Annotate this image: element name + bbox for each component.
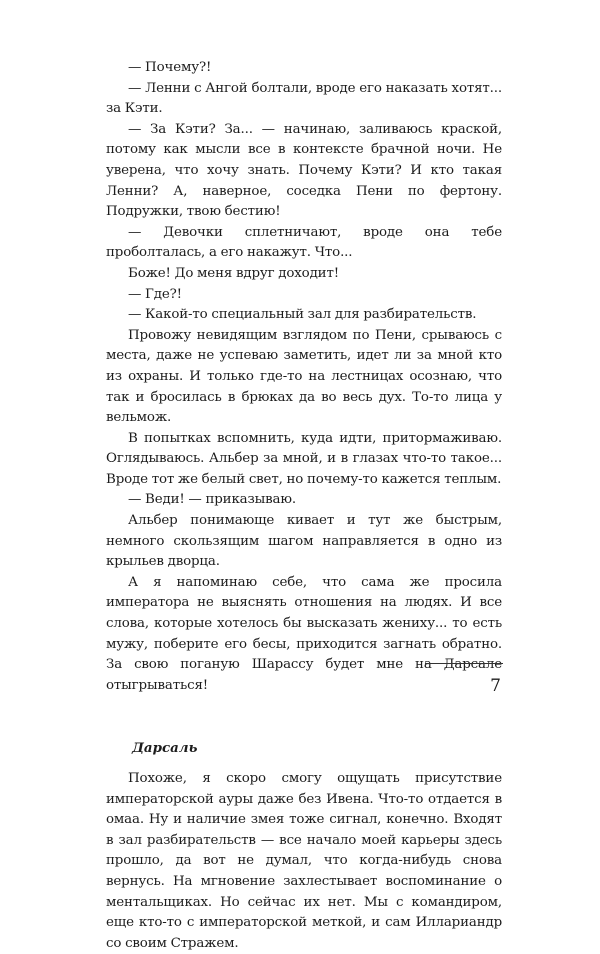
paragraph-10: — Веди! — приказываю.	[128, 492, 296, 508]
section-title: Дарсаль	[132, 740, 198, 757]
paragraph-2: — Ленни с Ангой болтали, вроде его наказать хотят... за Кэти.	[106, 80, 502, 117]
paragraph-9: В попытках вспомнить, куда идти, притормаживаю. Оглядываюсь. Альбер за мной, и в глазах что-то такое... Вроде тот же белый свет, но почему-то кажется теплым.	[106, 430, 502, 487]
paragraph-5: Боже! До меня вдруг доходит!	[128, 265, 339, 281]
paragraph-11: Альбер понимающе кивает и тут же быстрым, немного скользящим шагом направляется в одно из крыльев дворца.	[106, 513, 502, 570]
paragraph-12: А я напоминаю себе, что сама же просила императора не выяснять отношения на людях. И все слова, которые хотелось бы высказать жениху... то есть мужу, поберите его бесы, приходится загнать обратно. За свою поганую Шарассу будет мне на Дарсале отыгрываться!	[106, 574, 502, 693]
paragraph-8: Провожу невидящим взглядом по Пени, срываюсь с места, даже не успеваю заметить, идет ли за мной кто из охраны. И только где-то на лестницах осознаю, что так и бросилась в брюках да во весь дух. То-то лица у вельмож.	[106, 327, 502, 426]
page-number: 7	[490, 676, 501, 696]
section-break	[106, 696, 502, 738]
paragraph-6: — Где?!	[128, 286, 182, 302]
body-text	[106, 58, 502, 954]
paragraph-13: Похоже, я скоро смогу ощущать присутствие императорской ауры даже без Ивена. Что-то отдается в омаа. Ну и наличие змея тоже сигнал, конечно. Входят в зал разбирательств — все начало моей карьеры здесь прошло, да вот не думал, что когда-нибудь снова вернусь. На мгновение захлестывает воспоминание о ментальщиках. Но сейчас их нет. Мы с командиром, еще кто-то с императорской меткой, и сам Иллариандр со своим Стражем.	[106, 771, 502, 951]
footer-rule	[425, 663, 503, 664]
paragraph-1: — Почему?!	[128, 60, 212, 75]
paragraph-7: — Какой-то специальный зал для разбирательств.	[128, 307, 477, 323]
paragraph-3: — За Кэти? За... — начинаю, заливаюсь краской, потому как мысли все в контексте брачной ночи. Не уверена, что хочу знать. Почему Кэти? И кто такая Ленни? А, наверное, соседка Пени по фертону. Подружки, твою бестию!	[106, 121, 502, 220]
paragraph-4: — Девочки сплетничают, вроде она тебе проболталась, а его накажут. Что...	[106, 224, 502, 261]
